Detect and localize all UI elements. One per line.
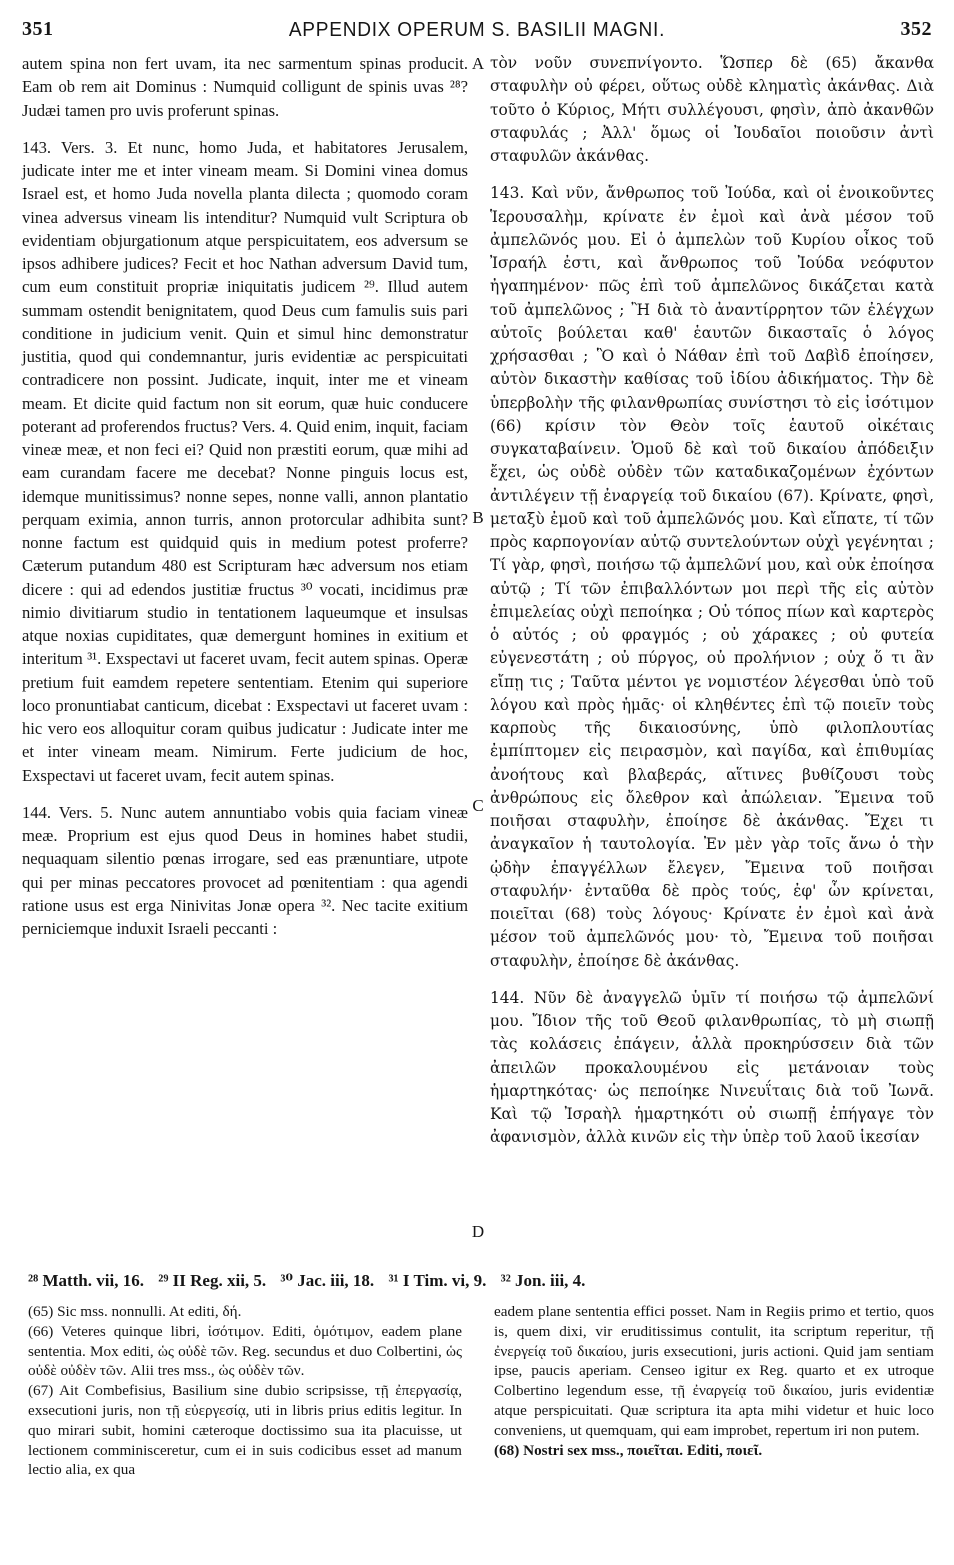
latin-paragraph-144: 144. Vers. 5. Nunc autem annuntiabo vobis quia faciam vineæ meæ. Proprium est ejus quod Deus in homines habet studii, nequaquam silentio pœnas irrogare, sed eas prænuntiare, utpote qui per minas peccatores provocet ad pœnitentiam : qua agendi ratione usus est erga Ninivitas Jonæ opera ³². Nec tacite exitium perniciemque induxit Israeli peccanti : — [22, 802, 468, 938]
greek-column — [490, 52, 934, 1150]
footnote-67-continued: eadem plane sententia effici posset. Nam in Regiis primo et tertio, quos is, quem dixi, vir eruditissimus contulit, ita scriptum reperitur, τῇ ἐνεργείᾳ τοῦ δικαίου, juris exsecutioni, juris actioni. Quid jam sentiam ipse, paucis aperiam. Censeo igitur ex Reg. quarto et ex utroque Colbertino legendum esse, τῇ ἐναργείᾳ τοῦ δικαίου, juris evidentiæ atque perspicuitati. Quæ scriptura ita apta mihi videtur et huic loco conveniens, ut quemquam, qui eam improbet, repertum iri non putem. — [494, 1303, 934, 1439]
section-marker-b: B — [472, 508, 484, 527]
scripture-references — [28, 1271, 928, 1291]
footnote-66: (66) Veteres quinque libri, ἰσότιμον. Editi, ὁμότιμον, eadem plane sententia. Mox editi, ὡς οὐδὲ τῶν. Reg. secundus et duo Colbertini, ὡς οὐδὲ οὐδὲν τῶν. Alii tres mss., ὡς οὐδὲν τῶν. — [28, 1322, 462, 1380]
footnote-68: (68) Nostri sex mss., ποιεῖται. Editi, ποιεῖ. — [494, 1441, 763, 1459]
greek-paragraph-143: 143. Καὶ νῦν, ἄνθρωπος τοῦ Ἰούδα, καὶ οἱ ἐνοικοῦντες Ἱερουσαλὴμ, κρίνατε ἐν ἐμοὶ καὶ ἀνὰ μέσον τοῦ ἀμπελῶνός μου. Εἰ ὁ ἀμπελὼν τοῦ Κυρίου οἶκος τοῦ Ἰσραήλ ἐστι, καὶ ἄνθρωπος τοῦ Ἰούδα νεόφυτον ἠγαπημένον· πῶς ἐπὶ τοῦ ἀμπελῶνος δικάζεται κατὰ τοῦ ἀμπελῶνος ; Ἢ διὰ τὸ ἀναντίρρητον τῶν ἐλέγχων αὐτοῖς βούλεται καθ' ἑαυτῶν δικασταῖς ὁ λόγος χρήσασθαι ; Ὃ καὶ ὁ Νάθαν ἐπὶ τοῦ Δαβὶδ ἐποίησεν, αὐτὸν δικαστὴν καθίσας τοῦ ἰδίου ἀδικήματος. Τὴν δὲ ὑπερβολὴν τῆς φιλανθρωπίας συνίστησι τὸ εἰς ἰσότιμον (66) κρίσιν τὸν Θεὸν τοῖς ἑαυτοῦ οἰκέταις συγκαταβαίνειν. Ὁμοῦ δὲ καὶ τοῦ δικαίου ἀπόδειξιν ἔχει, ὡς οὐδὲ οὐδὲν τῶν καταδικαζομένων ἐχόντων ἀντιλέγειν τῇ ἐναργείᾳ τοῦ δικαίου (67). Κρίνατε, φησὶ, μεταξὺ ἐμοῦ καὶ τοῦ ἀμπελῶνός μου. Καὶ εἴπατε, τί τῶν πρὸς καρπογονίαν αὐτῷ συντελούντων οὐχὶ γεγένηται ; Τί γὰρ, φησὶ, ποιήσω τῷ ἀμπελῶνί μου, καὶ οὐκ ἐποίησα αὐτῷ ; Τί τῶν ἐπιβαλλόντων μοι περὶ τῆς εἰς αὐτὸν ἐπιμελείας οὐχὶ πεποίηκα ; Οὐ τόπος πίων καὶ καρτερὸς ὁ αὐτός ; οὐ φραγμός ; οὐ χάρακες ; οὐ φυτεία εὐγενεστάτη ; οὐ πύργος, οὐ προλήνιον ; οὐχ ὅ τι ἂν εἴπῃ τις ; Ταῦτα μέντοι γε νομιστέον λέγεσθαι ὑπὸ τοῦ λόγου καὶ πρὸς ἡμᾶς· οἱ κληθέντες ἐπὶ τῷ ποιεῖν τοὺς καρποὺς τῆς δικαιοσύνης, ὑπὸ φιλοπλουτίας ἐμπίπτομεν εἰς πειρασμὸν, καὶ παγίδα, καὶ ἐπιθυμίας ἀνοήτους καὶ βλαβεράς, αἵτινες βυθίζουσι τοὺς ἀνθρώπους εἰς ὄλεθρον καὶ ἀπώλειαν. Ἔμεινα τοῦ ποιῆσαι σταφυλὴν, ἐποίησε δὲ ἀκάνθας. Ἔχει τι ἀναγκαῖον ἡ ταυτολογία. Ἐν μὲν γὰρ τοῖς ἄνω ὁ τὴν ᾠδὴν ἐπαγγέλλων ἔλεγεν, Ἔμεινα τοῦ ποιῆσαι σταφυλήν· ἐνταῦθα δὲ πρὸς τούς, ἐφ' ὧν κρίνεται, ποιεῖται (68) τοὺς λόγους· Κρίνατε ἐν ἐμοὶ καὶ ἀνὰ μέσον τοῦ ἀμπελῶνός μου· τὸ, Ἔμεινα τοῦ ποιῆσαι σταφυλὴν, ἐποίησε δὲ ἀκάνθας. — [490, 184, 934, 970]
footnote-67: (67) Ait Combefisius, Basilium sine dubio scripsisse, τῇ ἐπεργασίᾳ, exsecutioni juris, non τῇ εὐεργεσίᾳ, uti in libris prius editis legitur. In quo mirari subit, homini cæteroque doctissimo sua ita placuisse, ut lectionem comminisceretur, cum ei in suis codicibus esset ad manum lectio alia, ex qua — [28, 1382, 462, 1479]
reference-29: ²⁹ II Reg. xii, 5. — [158, 1271, 267, 1290]
footnote-65: (65) Sic mss. nonnulli. At editi, δή. — [28, 1303, 242, 1320]
latin-column — [22, 52, 468, 940]
greek-paragraph-1: τὸν νοῦν συνεπνίγοντο. Ὥσπερ δὲ (65) ἄκανθα σταφυλὴν οὐ φέρει, οὕτως οὐδὲ κληματὶς ἀκάνθας. Διὰ τοῦτο ὁ Κύριος, Μήτι συλλέγουσι, φησὶν, ἀπὸ ἀκανθῶν σταφυλάς ; Ἀλλ' ὅμως οἱ Ἰουδαῖοι ποιοῦσιν ἀντὶ σταφυλῶν ἀκάνθας. — [490, 54, 934, 165]
reference-32: ³² Jon. iii, 4. — [500, 1271, 586, 1290]
reference-30: ³⁰ Jac. iii, 18. — [280, 1271, 375, 1290]
footnotes-left — [28, 1302, 462, 1480]
section-marker-d: D — [471, 1222, 485, 1241]
section-marker-a: A — [471, 54, 485, 73]
page-number-right: 352 — [900, 18, 932, 40]
reference-28: ²⁸ Matth. vii, 16. — [28, 1271, 144, 1290]
page-number-left: 351 — [22, 18, 54, 40]
section-marker-c: C — [472, 796, 484, 815]
latin-paragraph-143: 143. Vers. 3. Et nunc, homo Juda, et habitatores Jerusalem, judicate inter me et inter vineam meam. Si Domini vinea domus Israel est, et homo Juda novella planta dilecta ; quomodo coram vinea adversus vineam lis intenditur? Numquid vult Scriptura ob evidentiam objurgationum atque perspicuitatem, eos adversum se ipsos adhibere judices? Fecit et hoc Nathan adversum David tum, cum eum constituit propriæ iniquitatis judicem ²⁹. Illud autem summam ostendit benignitatem, quod Deus cum famulis suis pari conditione in judicium venit. Quin et simul hinc demonstratur justitia, quod qui condemnantur, juris evidentiæ ac perspicuitati contradicere non possint. Judicate, inquit, inter me et vineam meam. Et dicite quid factum non sit eorum, quæ huic conducere poterant ad proferendos fructus? Vers. 4. Quid enim, inquit, faciam vineæ meæ, et non feci ei? Quid non præstiti eorum, quæ mihi ad eam curandam facere me decebat? Nonne pinguis locus est, idemque munitissimus? nonne sepes, nonne valli, annon plantatio perquam eximia, annon turris, annon protorcular adhibita sunt? nonne factum est quidquid quis in medium potest proferre? Cæterum putandum 480 est Scripturam hæc adversum nos etiam dicere : qui ad edendos justitiæ fructus ³⁰ vocati, incidimus præ nimio divitiarum studio in tentationem laqueumque et insulsas atque noxias cupiditates, quæ demergunt homines in exitium et interitum ³¹. Exspectavi ut faceret uvam, fecit autem spinas. Operæ pretium fuit eamdem repetere sententiam. Etenim qui superiore loco pronuntiabat canticum, dicebat : Exspectavi ut faceret uvam : hic vero eos alloquitur coram quibus judicatur : Judicate inter me et inter vineam meam. Nimirum. Ferte judicium de hoc, Exspectavi ut faceret uvam, fecit autem spinas. — [22, 137, 468, 785]
latin-paragraph-1: autem spina non fert uvam, ita nec sarmentum spinas producit. Eam ob rem ait Dominus : Numquid colligunt de spinis uvas ²⁸? Judæi tamen pro uvis proferunt spinas. — [22, 54, 468, 120]
footnotes-right — [494, 1302, 934, 1460]
reference-31: ³¹ I Tim. vi, 9. — [388, 1271, 487, 1290]
page-header — [0, 8, 954, 42]
running-title: APPENDIX OPERUM S. BASILII MAGNI. — [288, 18, 666, 41]
greek-paragraph-144: 144. Νῦν δὲ ἀναγγελῶ ὑμῖν τί ποιήσω τῷ ἀμπελῶνί μου. Ἴδιον τῆς τοῦ Θεοῦ φιλανθρωπίας, τὸ μὴ σιωπῇ τὰς κολάσεις ἐπάγειν, ἀλλὰ προκηρύσσειν διὰ τῶν ἀπειλῶν προκαλουμένου εἰς μετάνοιαν τοὺς ἡμαρτηκότας· ὡς πεποίηκε Νινευΐταις διὰ τοῦ Ἰωνᾶ. Καὶ τῷ Ἰσραὴλ ἡμαρτηκότι οὐ σιωπῇ ἐπήγαγε τὸν ἀφανισμὸν, ἀλλὰ κινῶν εἰς τὴν ὑπὲρ τοῦ λαοῦ ἱκεσίαν — [490, 988, 934, 1147]
